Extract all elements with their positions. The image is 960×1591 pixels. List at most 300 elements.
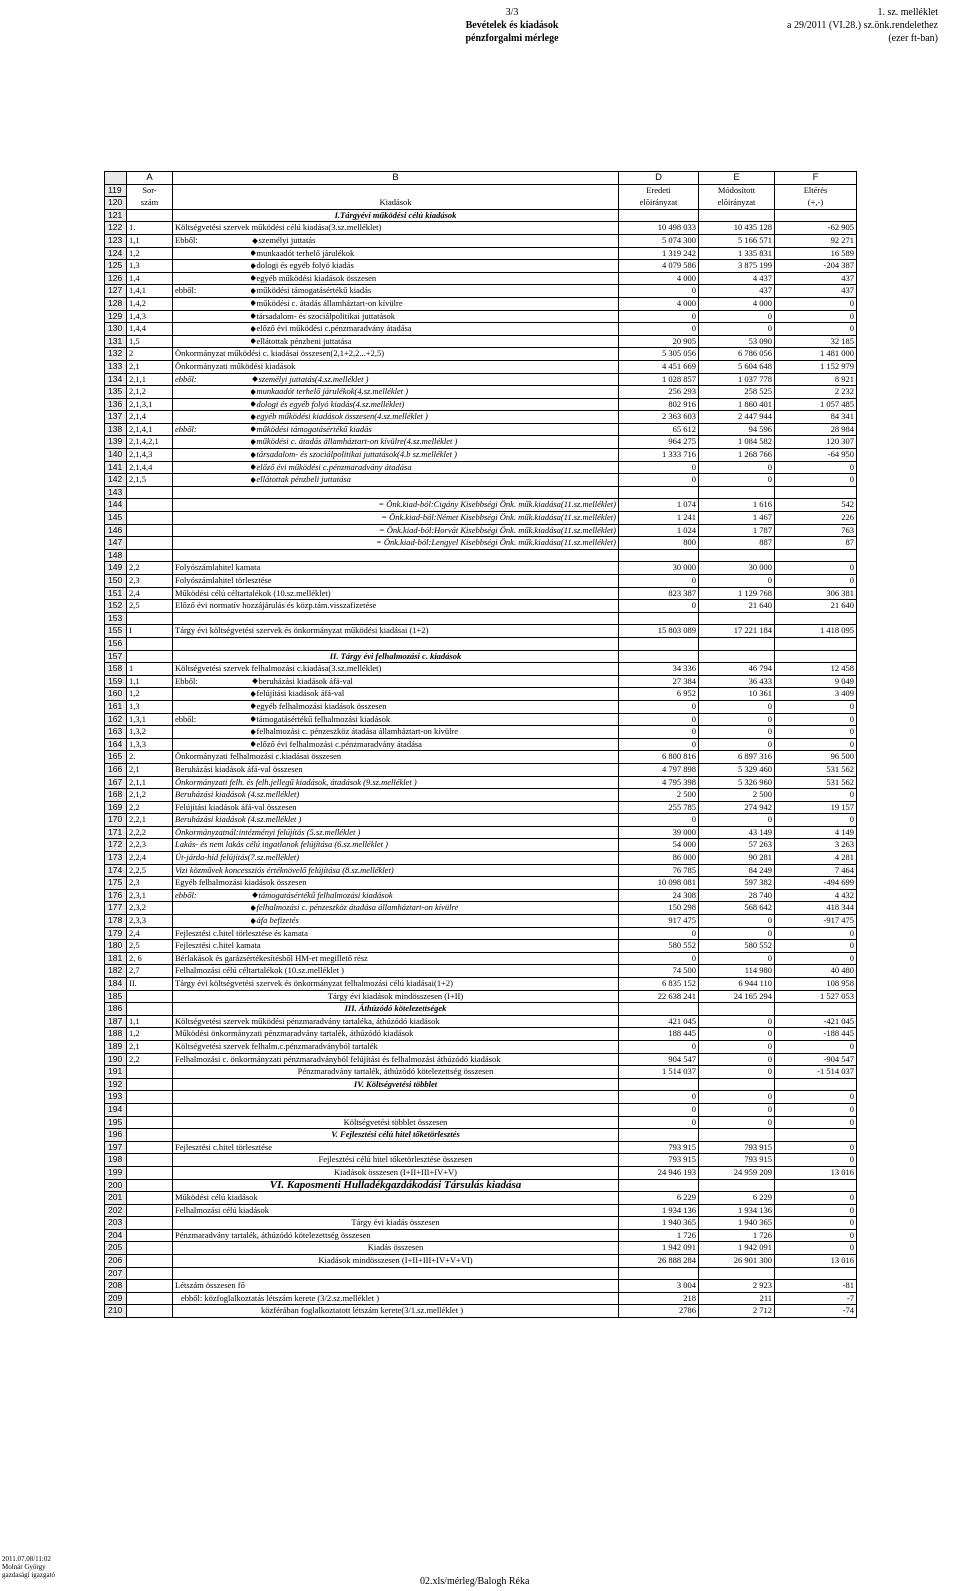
cell-b: Felhalmozási célú céltartalékok (10.sz.melléklet ) — [173, 965, 619, 978]
cell-e-modified: 0 — [699, 575, 775, 588]
cell-b: = Önk.kiad-ból:Horvát Kisebbségi Önk. műk.kiadása(11.sz.melléklet) — [173, 524, 619, 537]
cell-b: Önkormányzati felhalmozási c.kiadásai összesen — [173, 751, 619, 764]
cell-d-original: 0 — [619, 474, 699, 487]
cell-b-prefix: Ebből: — [173, 234, 251, 247]
table-row — [105, 272, 857, 285]
table-row — [105, 549, 857, 562]
cell-d-original: 4 000 — [619, 272, 699, 285]
cell-f-difference: 0 — [775, 310, 857, 323]
row-number: 187 — [105, 1015, 127, 1028]
cell-e-modified: 57 263 — [699, 839, 775, 852]
cell-b: Előző évi normatív hozzájárulás és közp.tám.visszafizetése — [173, 600, 619, 613]
row-number: 135 — [105, 386, 127, 399]
bullet-icon — [252, 238, 258, 244]
row-number: 170 — [105, 814, 127, 827]
row-number: 198 — [105, 1154, 127, 1167]
cell-a: 1,5 — [127, 335, 173, 348]
cell-a: 1,4 — [127, 272, 173, 285]
column-header-f: F — [775, 172, 857, 185]
bullet-icon — [251, 729, 256, 735]
bullet-icon — [252, 376, 258, 382]
cell-a: 2,4 — [127, 587, 173, 600]
cell-e-modified: 1 129 768 — [699, 587, 775, 600]
cell-d-original — [619, 549, 699, 562]
cell-a: 2,3,2 — [127, 902, 173, 915]
cell-f-difference: -7 — [775, 1292, 857, 1305]
cell-f-difference: -204 387 — [775, 260, 857, 273]
cell-b-prefix — [173, 688, 251, 701]
cell-d-original: 0 — [619, 726, 699, 739]
cell-b: Folyószámlahitel törlesztése — [173, 575, 619, 588]
cell-f-difference — [775, 1003, 857, 1016]
table-row — [105, 663, 857, 676]
cell-b: = Önk.kiad-ból:Német Kisebbségi Önk. műk.kiadása(11.sz.melléklet) — [173, 512, 619, 525]
bullet-icon — [251, 263, 256, 269]
cell-d-original — [619, 1078, 699, 1091]
cell-f-difference: 0 — [775, 1103, 857, 1116]
cell-a — [127, 1255, 173, 1268]
cell-f-difference: 13 016 — [775, 1255, 857, 1268]
cell-a — [127, 1267, 173, 1280]
table-row — [105, 360, 857, 373]
cell-a: 2,3 — [127, 575, 173, 588]
cell-f-difference: 0 — [775, 713, 857, 726]
cell-f: (+,-) — [775, 197, 857, 210]
cell-f-difference — [775, 637, 857, 650]
table-row — [105, 1015, 857, 1028]
cell-e-modified: 10 361 — [699, 688, 775, 701]
cell-e-modified: 0 — [699, 927, 775, 940]
cell-f-difference: 87 — [775, 537, 857, 550]
table-row — [105, 915, 857, 928]
table-row — [105, 1040, 857, 1053]
cell-b-prefix: Ebből: — [173, 675, 251, 688]
bullet-icon — [251, 704, 256, 710]
cell-b — [173, 1091, 619, 1104]
cell-b-prefix — [173, 386, 251, 399]
cell-d-original: 86 000 — [619, 852, 699, 865]
bullet-icon — [251, 439, 256, 445]
cell-b-item — [251, 675, 619, 688]
cell-a: 2,1,5 — [127, 474, 173, 487]
cell-b-prefix — [173, 297, 251, 310]
cell-b-item — [251, 247, 619, 260]
cell-a — [127, 1292, 173, 1305]
cell-d-original: 65 612 — [619, 423, 699, 436]
item-label: támogatásértékű felhalmozási kiadások — [258, 889, 393, 900]
cell-d-original — [619, 1179, 699, 1192]
cell-b-item — [251, 449, 619, 462]
cell-e-modified: 10 435 128 — [699, 222, 775, 235]
cell-f-difference: 0 — [775, 700, 857, 713]
row-number: 145 — [105, 512, 127, 525]
cell-e-modified: 5 329 460 — [699, 763, 775, 776]
cell-b: IV. Költségvetési többlet — [173, 1078, 619, 1091]
cell-b: Fejlesztési c.hitel törlesztése és kamata — [173, 927, 619, 940]
cell-a: 1,3,2 — [127, 726, 173, 739]
item-label: dologi és egyéb folyó kiadás(4.sz.melléklet) — [256, 398, 405, 409]
cell-b — [173, 1267, 619, 1280]
cell-f-difference — [775, 1078, 857, 1091]
row-number: 129 — [105, 310, 127, 323]
table-row — [105, 738, 857, 751]
bullet-icon — [251, 389, 256, 395]
cell-e-modified: 0 — [699, 1040, 775, 1053]
cell-a: 2, 6 — [127, 952, 173, 965]
cell-e-modified — [699, 637, 775, 650]
cell-f-difference: -74 — [775, 1305, 857, 1318]
cell-b-item — [251, 373, 619, 386]
row-number: 151 — [105, 587, 127, 600]
cell-d-original: 24 308 — [619, 889, 699, 902]
item-label: felújítási kiadások áfá-val — [256, 688, 345, 699]
row-number: 193 — [105, 1091, 127, 1104]
cell-d-original: 1 514 037 — [619, 1066, 699, 1079]
cell-d-original: 2 500 — [619, 789, 699, 802]
cell-e-modified: 30 000 — [699, 562, 775, 575]
table-row — [105, 436, 857, 449]
cell-a: 2,1,1 — [127, 776, 173, 789]
cell-b — [173, 637, 619, 650]
table-row — [105, 1255, 857, 1268]
row-number: 209 — [105, 1292, 127, 1305]
cell-a: Sor- — [127, 184, 173, 197]
cell-d-original: 188 445 — [619, 1028, 699, 1041]
cell-a — [127, 1242, 173, 1255]
cell-b: Tárgy évi kiadások mindösszesen (I+II) — [173, 990, 619, 1003]
cell-e: elõirányzat — [699, 197, 775, 210]
cell-e-modified: 6 786 056 — [699, 348, 775, 361]
cell-a — [127, 549, 173, 562]
row-number: 161 — [105, 700, 127, 713]
table-row — [105, 889, 857, 902]
item-label: beruházási kiadások áfá-val — [258, 675, 353, 686]
cell-b-item — [251, 260, 619, 273]
cell-a — [127, 1280, 173, 1293]
cell-f-difference: 7 464 — [775, 864, 857, 877]
cell-b-item — [251, 310, 619, 323]
cell-b: Fejlesztési c.hitel kamata — [173, 940, 619, 953]
cell-d-original: 0 — [619, 814, 699, 827]
row-number: 165 — [105, 751, 127, 764]
cell-b: Működési célú céltartalékok (10.sz.melléklet) — [173, 587, 619, 600]
cell-d-original: 964 275 — [619, 436, 699, 449]
cell-f-difference: 1 057 485 — [775, 398, 857, 411]
cell-b-prefix: ebből: — [173, 713, 251, 726]
cell-b: Költségvetési szervek működési pénzmaradvány tartaléka, áthúzódó kiadások — [173, 1015, 619, 1028]
cell-e-modified: 1 037 778 — [699, 373, 775, 386]
table-row — [105, 965, 857, 978]
cell-a: 1,3 — [127, 260, 173, 273]
bullet-icon — [251, 918, 256, 924]
cell-d-original: 0 — [619, 738, 699, 751]
cell-d-original: 1 934 136 — [619, 1204, 699, 1217]
table-row — [105, 864, 857, 877]
cell-d-original: 0 — [619, 927, 699, 940]
cell-e-modified: 1 934 136 — [699, 1204, 775, 1217]
bullet-icon — [251, 288, 256, 294]
row-number: 142 — [105, 474, 127, 487]
cell-a: 2. — [127, 751, 173, 764]
cell-d-original: 0 — [619, 713, 699, 726]
cell-f-difference: -188 445 — [775, 1028, 857, 1041]
cell-b: Önkormányzati működési kiadások — [173, 360, 619, 373]
cell-e-modified: 17 221 184 — [699, 625, 775, 638]
cell-d-original: 823 387 — [619, 587, 699, 600]
cell-b: Vizi közművek koncessziós értéknövelő felújítása (8.sz.melléklet) — [173, 864, 619, 877]
table-row — [105, 700, 857, 713]
cell-a — [127, 1204, 173, 1217]
cell-f-difference: 28 984 — [775, 423, 857, 436]
cell-d-original: 0 — [619, 461, 699, 474]
cell-e-modified — [699, 549, 775, 562]
cell-f-difference: 84 341 — [775, 411, 857, 424]
row-number: 184 — [105, 978, 127, 991]
row-number: 203 — [105, 1217, 127, 1230]
cell-a: 1,3 — [127, 700, 173, 713]
cell-e-modified: 1 940 365 — [699, 1217, 775, 1230]
cell-e-modified: 793 915 — [699, 1141, 775, 1154]
cell-d-original: 150 298 — [619, 902, 699, 915]
cell-a: 2,2 — [127, 562, 173, 575]
row-number: 146 — [105, 524, 127, 537]
cell-f-difference: 92 271 — [775, 234, 857, 247]
cell-e-modified: 2 712 — [699, 1305, 775, 1318]
table-row — [105, 1217, 857, 1230]
cell-e-modified: 0 — [699, 738, 775, 751]
table-row — [105, 297, 857, 310]
cell-b: Lakás- és nem lakás célú ingatlanok felújítása (6.sz.melléklet ) — [173, 839, 619, 852]
footer-role: gazdasági igazgató — [2, 1571, 56, 1579]
cell-b: Költségvetési szervek felhalm.c.pénzmaradványból tartalék — [173, 1040, 619, 1053]
cell-b: III. Áthúzódó kötelezettségek — [173, 1003, 619, 1016]
cell-e-modified — [699, 1179, 775, 1192]
cell-d-original: 4 451 669 — [619, 360, 699, 373]
cell-d-original: 6 835 152 — [619, 978, 699, 991]
cell-b-item — [251, 889, 619, 902]
cell-e-modified: 0 — [699, 952, 775, 965]
cell-f-difference: 4 281 — [775, 852, 857, 865]
row-number: 163 — [105, 726, 127, 739]
cell-a — [127, 990, 173, 1003]
cell-e-modified: 0 — [699, 915, 775, 928]
cell-b: Beruházási kiadások áfá-val összesen — [173, 763, 619, 776]
cell-b: Kiadások összesen (I+II+III+IV+V) — [173, 1166, 619, 1179]
column-header-b: B — [173, 172, 619, 185]
cell-d-original: 1 726 — [619, 1229, 699, 1242]
cell-b-item — [251, 272, 619, 285]
table-row — [105, 625, 857, 638]
cell-e-modified: 0 — [699, 1015, 775, 1028]
cell-f-difference: 0 — [775, 1040, 857, 1053]
cell-b-prefix — [173, 738, 251, 751]
cell-a — [127, 1078, 173, 1091]
cell-b: VI. Kaposmenti Hulladékgazdákodási Társulás kiadása — [173, 1179, 619, 1192]
unit-note: (ezer ft-ban) — [888, 33, 938, 44]
table-row — [105, 1179, 857, 1192]
cell-a: 1,2 — [127, 688, 173, 701]
column-letter-row — [105, 172, 857, 185]
cell-b-prefix: ebből: — [173, 285, 251, 298]
cell-e-modified: 6 944 110 — [699, 978, 775, 991]
cell-e-modified: 43 149 — [699, 826, 775, 839]
cell-d-original: 1 028 857 — [619, 373, 699, 386]
row-number: 140 — [105, 449, 127, 462]
cell-d-original: 6 229 — [619, 1192, 699, 1205]
table-row — [105, 940, 857, 953]
row-number: 192 — [105, 1078, 127, 1091]
cell-d-original: 0 — [619, 575, 699, 588]
cell-d-original: 255 785 — [619, 801, 699, 814]
table-row — [105, 348, 857, 361]
cell-b: Kiadások mindösszesen (I+II+III+IV+V+VI) — [173, 1255, 619, 1268]
cell-b: = Önk.kiad-ból:Cigány Kisebbségi Önk. műk.kiadása(11.sz.melléklet) — [173, 499, 619, 512]
cell-b-item — [251, 398, 619, 411]
table-row — [105, 1292, 857, 1305]
cell-d-original: 3 004 — [619, 1280, 699, 1293]
cell-d-original: 5 074 300 — [619, 234, 699, 247]
table-row — [105, 852, 857, 865]
item-label: személyi juttatás — [258, 234, 316, 245]
row-number: 200 — [105, 1179, 127, 1192]
table-row — [105, 1166, 857, 1179]
cell-a: 2,5 — [127, 600, 173, 613]
cell-d-original: 10 098 081 — [619, 877, 699, 890]
cell-b-prefix — [173, 474, 251, 487]
cell-f-difference: 2 232 — [775, 386, 857, 399]
cell-e-modified: 114 980 — [699, 965, 775, 978]
cell-d-original: 54 000 — [619, 839, 699, 852]
bullet-icon — [251, 477, 256, 483]
table-row — [105, 688, 857, 701]
cell-d-original: 26 888 284 — [619, 1255, 699, 1268]
cell-f-difference — [775, 486, 857, 499]
cell-e-modified: 0 — [699, 474, 775, 487]
cell-f-difference: 1 527 053 — [775, 990, 857, 1003]
row-number: 171 — [105, 826, 127, 839]
cell-b: Felhalmozási c. önkormányzati pénzmaradványból felújítási és felhalmozási áthúzódó kiadások — [173, 1053, 619, 1066]
row-number: 191 — [105, 1066, 127, 1079]
cell-a: 2,3 — [127, 877, 173, 890]
cell-a — [127, 1129, 173, 1142]
item-label: áfa befizetés — [256, 915, 299, 926]
row-number: 181 — [105, 952, 127, 965]
row-number: 207 — [105, 1267, 127, 1280]
cell-f-difference: 1 152 979 — [775, 360, 857, 373]
table-row — [105, 839, 857, 852]
cell-e-modified: 887 — [699, 537, 775, 550]
cell-e-modified: 0 — [699, 461, 775, 474]
table-row — [105, 1116, 857, 1129]
cell-f-difference: 0 — [775, 1192, 857, 1205]
expenditure-table — [104, 171, 857, 1318]
cell-b-item — [251, 436, 619, 449]
cell-d-original: 793 915 — [619, 1141, 699, 1154]
row-number: 174 — [105, 864, 127, 877]
cell-f-difference: 4 432 — [775, 889, 857, 902]
table-row — [105, 1066, 857, 1079]
cell-d-original: 20 905 — [619, 335, 699, 348]
cell-f-difference — [775, 650, 857, 663]
cell-f-difference: 4 149 — [775, 826, 857, 839]
cell-b: Fejlesztési c.hitel törlesztése — [173, 1141, 619, 1154]
row-number: 155 — [105, 625, 127, 638]
cell-a — [127, 1229, 173, 1242]
cell-e-modified — [699, 1129, 775, 1142]
cell-d-original: 1 942 091 — [619, 1242, 699, 1255]
cell-a — [127, 1192, 173, 1205]
cell-b: Költségvetési többlet összesen — [173, 1116, 619, 1129]
cell-a: 2,1,4 — [127, 411, 173, 424]
table-row — [105, 1267, 857, 1280]
cell-a: 2,2,3 — [127, 839, 173, 852]
cell-b: V. Fejlesztési célú hitel tőketörlesztés — [173, 1129, 619, 1142]
cell-f-difference: -81 — [775, 1280, 857, 1293]
cell-b — [173, 612, 619, 625]
row-number: 143 — [105, 486, 127, 499]
cell-e-modified: 5 326 960 — [699, 776, 775, 789]
cell-d-original: 74 500 — [619, 965, 699, 978]
cell-e-modified: 793 915 — [699, 1154, 775, 1167]
table-row — [105, 260, 857, 273]
cell-f-difference: 9 049 — [775, 675, 857, 688]
cell-a — [127, 486, 173, 499]
cell-d-original: 4 079 586 — [619, 260, 699, 273]
cell-e-modified: 94 596 — [699, 423, 775, 436]
cell-f-difference: 0 — [775, 474, 857, 487]
cell-a — [127, 1217, 173, 1230]
table-row — [105, 323, 857, 336]
cell-e-modified: 4 437 — [699, 272, 775, 285]
cell-b: Kiadás összesen — [173, 1242, 619, 1255]
table-row — [105, 789, 857, 802]
cell-b-prefix — [173, 323, 251, 336]
cell-b-item — [251, 713, 619, 726]
row-number: 179 — [105, 927, 127, 940]
column-header-e: E — [699, 172, 775, 185]
row-number: 180 — [105, 940, 127, 953]
cell-a: 2 — [127, 348, 173, 361]
cell-b: Beruházási kiadások (4.sz.melléklet) — [173, 789, 619, 802]
cell-a — [127, 537, 173, 550]
cell-a — [127, 1141, 173, 1154]
cell-e-modified: 5 604 648 — [699, 360, 775, 373]
cell-b: II. Tárgy évi felhalmozási c. kiadások — [173, 650, 619, 663]
cell-d-original: 917 475 — [619, 915, 699, 928]
row-number: 122 — [105, 222, 127, 235]
table-row — [105, 978, 857, 991]
cell-e-modified: 274 942 — [699, 801, 775, 814]
cell-e-modified: 1 787 — [699, 524, 775, 537]
table-row — [105, 512, 857, 525]
table-row — [105, 461, 857, 474]
cell-f-difference: 0 — [775, 927, 857, 940]
cell-a — [127, 1166, 173, 1179]
cell-e-modified: 26 901 300 — [699, 1255, 775, 1268]
cell-a: 1,4,3 — [127, 310, 173, 323]
cell-e-modified: 5 166 571 — [699, 234, 775, 247]
cell-b-prefix — [173, 260, 251, 273]
cell-d-original: 0 — [619, 285, 699, 298]
cell-b-item — [251, 915, 619, 928]
cell-b: Költségvetési szervek működési célú kiadása(3.sz.melléklet) — [173, 222, 619, 235]
row-number: 126 — [105, 272, 127, 285]
cell-b: I.Tárgyévi működési célú kiadások — [173, 209, 619, 222]
bullet-icon — [251, 275, 256, 281]
cell-b: Út-járda-híd felújítás(7.sz.melléklet) — [173, 852, 619, 865]
cell-d-original: 5 305 056 — [619, 348, 699, 361]
cell-a — [127, 650, 173, 663]
